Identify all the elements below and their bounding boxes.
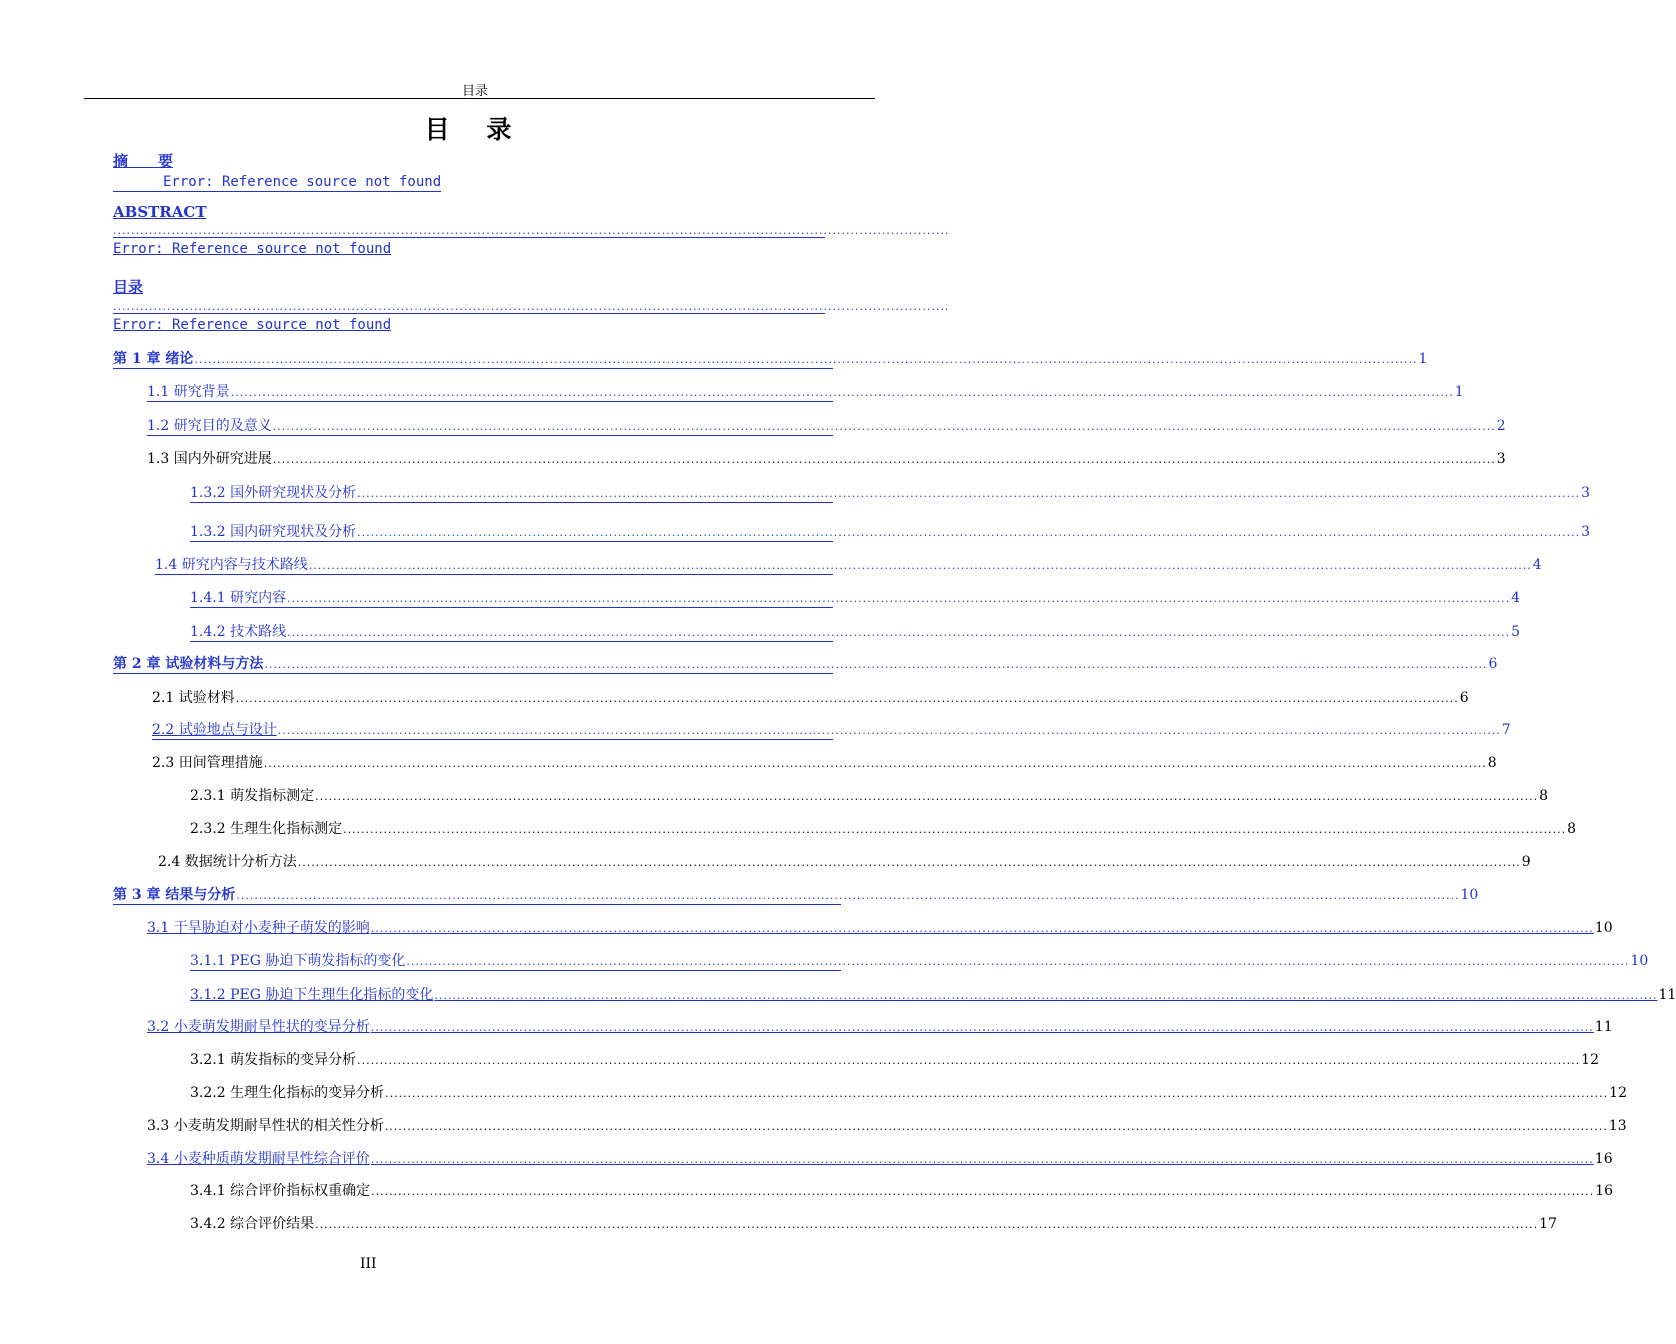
toc-entry-error[interactable]: Error: Reference source not found <box>113 317 392 333</box>
toc-entry[interactable] <box>190 948 1649 971</box>
toc-entry[interactable] <box>190 982 1676 1004</box>
toc-entry-page[interactable]: 8 <box>1487 755 1497 771</box>
toc-entry-text[interactable]: 2.2 试验地点与设计 <box>152 722 277 738</box>
toc-entry-text[interactable]: 3.2.1 萌发指标的变异分析 <box>190 1052 357 1068</box>
toc-leader <box>434 988 1657 1004</box>
toc-leader <box>287 591 1510 607</box>
toc-entry-page[interactable]: 16 <box>1594 1151 1613 1167</box>
toc-entry[interactable] <box>190 585 1521 608</box>
toc-entry-page[interactable]: 11 <box>1594 1019 1613 1035</box>
toc-entry-text[interactable]: 3.4.1 综合评价指标权重确定 <box>190 1183 371 1199</box>
toc-entry-text[interactable]: 3.1.1 PEG 胁迫下萌发指标的变化 <box>190 953 406 969</box>
toc-entry-page[interactable]: 10 <box>1460 887 1479 903</box>
toc-entry-text[interactable]: 3.2.2 生理生化指标的变异分析 <box>190 1085 385 1101</box>
toc-entry-page[interactable]: 10 <box>1594 920 1613 936</box>
toc-entry[interactable] <box>113 882 1479 905</box>
toc-entry-text[interactable]: 第 3 章 结果与分析 <box>113 887 236 903</box>
toc-entry-page[interactable]: 1 <box>1454 384 1464 400</box>
toc-entry-page[interactable]: 4 <box>1511 590 1521 606</box>
toc-entry[interactable] <box>147 1113 1627 1135</box>
toc-entry-page[interactable]: 10 <box>1630 953 1649 969</box>
toc-leader <box>371 1152 1594 1168</box>
toc-entry-page[interactable]: 7 <box>1501 722 1511 738</box>
toc-entry-label[interactable]: ABSTRACT <box>113 203 207 221</box>
toc-entry-page[interactable]: 11 <box>1658 987 1676 1003</box>
toc-entry-page[interactable]: 16 <box>1595 1183 1613 1199</box>
toc-leader <box>236 691 1459 707</box>
toc-entry-text[interactable]: 3.1.2 PEG 胁迫下生理生化指标的变化 <box>190 987 434 1003</box>
toc-entry-page[interactable]: 6 <box>1459 690 1469 706</box>
toc-entry-text[interactable]: 3.3 小麦萌发期耐旱性状的相关性分析 <box>147 1118 384 1134</box>
toc-entry-text[interactable]: 第 2 章 试验材料与方法 <box>113 656 264 672</box>
toc-entry-page[interactable]: 2 <box>1496 418 1506 434</box>
toc-entry[interactable] <box>190 1047 1599 1069</box>
toc-entry-text[interactable]: 1.4.1 研究内容 <box>190 590 287 606</box>
toc-entry[interactable] <box>190 619 1521 642</box>
toc-entry[interactable] <box>147 446 1506 468</box>
toc-entry-text[interactable]: 1.4.2 技术路线 <box>190 624 287 640</box>
toc-entry-page[interactable]: 8 <box>1567 821 1577 837</box>
toc-leader <box>357 525 1580 541</box>
toc-leader <box>385 1119 1608 1135</box>
toc-entry-contents[interactable] <box>113 276 950 334</box>
toc-entry[interactable] <box>113 346 1428 369</box>
toc-entry-text[interactable]: 1.3 国内外研究进展 <box>147 451 272 467</box>
page-number: III <box>360 1256 377 1272</box>
toc-title: 目 录 <box>424 115 526 144</box>
toc-leader <box>385 1086 1608 1102</box>
toc-entry-page[interactable]: 3 <box>1581 524 1591 540</box>
toc-leader <box>287 625 1510 641</box>
toc-entry-text[interactable]: 1.1 研究背景 <box>147 384 230 400</box>
toc-entry-leader: .......................................................................................................................................................................................... <box>113 300 950 313</box>
toc-entry-label[interactable]: 摘 要 <box>113 152 174 170</box>
toc-entry-page[interactable]: 12 <box>1609 1085 1627 1101</box>
toc-leader <box>194 352 1417 368</box>
toc-entry-text[interactable]: 2.1 试验材料 <box>152 690 235 706</box>
toc-entry[interactable] <box>190 1080 1627 1102</box>
toc-entry-page[interactable]: 9 <box>1521 854 1531 870</box>
toc-entry-page[interactable]: 6 <box>1488 656 1498 672</box>
toc-entry-page[interactable]: 17 <box>1539 1216 1557 1232</box>
toc-entry[interactable] <box>147 915 1613 937</box>
toc-entry-text[interactable]: 2.3 田间管理措施 <box>152 755 263 771</box>
toc-entry[interactable] <box>190 1211 1557 1233</box>
toc-leader <box>315 789 1538 805</box>
toc-entry-page[interactable]: 1 <box>1418 351 1428 367</box>
toc-leader <box>231 385 1454 401</box>
toc-entry-page[interactable]: 5 <box>1511 624 1521 640</box>
toc-entry[interactable] <box>152 750 1497 772</box>
toc-entry-abstract-cn[interactable] <box>113 150 441 192</box>
toc-entry[interactable] <box>155 552 1542 575</box>
toc-entry[interactable] <box>147 1146 1613 1168</box>
toc-entry-page[interactable]: 3 <box>1496 451 1506 467</box>
toc-entry[interactable] <box>190 783 1549 805</box>
toc-entry-text[interactable]: 3.4 小麦种质萌发期耐旱性综合评价 <box>147 1151 370 1167</box>
toc-leader <box>406 954 1629 970</box>
toc-entry-text[interactable]: 2.3.1 萌发指标测定 <box>190 788 315 804</box>
toc-entry-text[interactable]: 1.3.2 国内研究现状及分析 <box>190 524 357 540</box>
header-rule <box>84 98 875 99</box>
toc-leader <box>309 558 1532 574</box>
toc-leader <box>357 486 1580 502</box>
toc-entry-text[interactable]: 3.1 干旱胁迫对小麦种子萌发的影响 <box>147 920 370 936</box>
toc-leader <box>371 1020 1594 1036</box>
toc-entry-page[interactable]: 8 <box>1539 788 1549 804</box>
toc-entry-text[interactable]: 1.3.2 国外研究现状及分析 <box>190 485 357 501</box>
toc-entry[interactable] <box>147 379 1464 402</box>
toc-entry-label[interactable]: 目录 <box>113 278 144 296</box>
toc-leader <box>343 822 1566 838</box>
toc-entry-text[interactable]: 1.2 研究目的及意义 <box>147 418 272 434</box>
toc-entry[interactable] <box>190 480 1591 503</box>
toc-entry[interactable] <box>152 717 1511 740</box>
toc-leader <box>278 723 1501 739</box>
toc-entry-error[interactable]: Error: Reference source not found <box>113 173 441 192</box>
toc-entry-text[interactable]: 2.4 数据统计分析方法 <box>158 854 297 870</box>
toc-entry[interactable] <box>190 1178 1613 1200</box>
toc-entry-abstract-en[interactable] <box>113 203 950 258</box>
toc-entry-leader: .......................................................................................................................................................................................... <box>113 224 950 237</box>
toc-entry-page[interactable]: 4 <box>1532 557 1542 573</box>
toc-entry[interactable] <box>158 849 1531 871</box>
toc-entry-text[interactable]: 3.4.2 综合评价结果 <box>190 1216 315 1232</box>
toc-entry-page[interactable]: 13 <box>1608 1118 1627 1134</box>
toc-leader <box>236 888 1459 904</box>
toc-entry[interactable] <box>113 651 1498 674</box>
toc-entry-text[interactable]: 2.3.2 生理生化指标测定 <box>190 821 343 837</box>
toc-entry[interactable] <box>152 685 1469 707</box>
toc-entry[interactable] <box>190 519 1591 542</box>
toc-leader <box>264 756 1487 772</box>
toc-leader <box>357 1053 1580 1069</box>
toc-entry[interactable] <box>190 816 1577 838</box>
toc-entry-error[interactable]: Error: Reference source not found <box>113 241 392 257</box>
toc-entry-page[interactable]: 12 <box>1581 1052 1599 1068</box>
toc-entry-text[interactable]: 3.2 小麦萌发期耐旱性状的变异分析 <box>147 1019 370 1035</box>
toc-leader <box>264 657 1487 673</box>
running-header: 目录 <box>461 84 488 99</box>
toc-leader <box>371 1184 1594 1200</box>
toc-leader <box>273 419 1496 435</box>
toc-entry-text[interactable]: 1.4 研究内容与技术路线 <box>155 557 308 573</box>
toc-entry[interactable] <box>147 1014 1613 1036</box>
toc-leader <box>298 855 1521 871</box>
toc-entry-page[interactable]: 3 <box>1581 485 1591 501</box>
toc-entry-text[interactable]: 第 1 章 绪论 <box>113 351 194 367</box>
toc-leader <box>371 921 1594 937</box>
toc-leader <box>273 452 1496 468</box>
toc-entry[interactable] <box>147 413 1506 436</box>
toc-leader <box>315 1217 1538 1233</box>
